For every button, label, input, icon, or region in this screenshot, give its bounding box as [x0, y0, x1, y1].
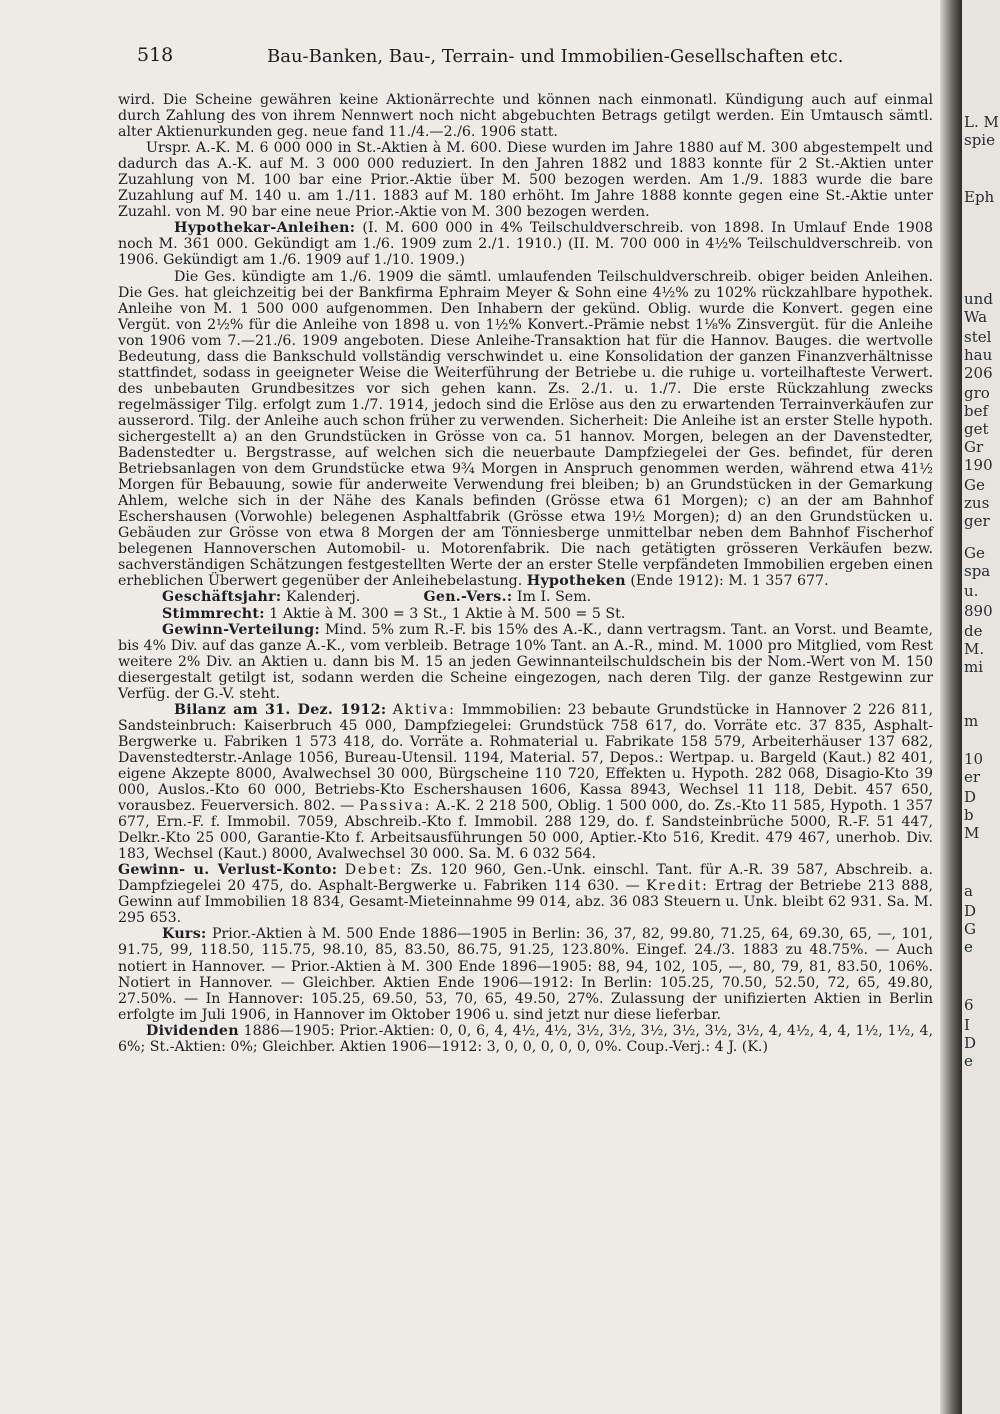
profit-distribution-section [118, 622, 933, 702]
balance-assets-text: Immmobilien: 23 bebaute Grundstücke in Hannover 2 226 811, Sandsteinbruch: Kaiserbruch 45 000, Dampfziegelei: Grundstück 758 617, do. Vorräte etc. 37 835, Asphalt-Bergwerke u. Fabriken 1 573 418, do. Vorräte a. Rohmaterial u. Fabrikate 158 579, Arbeiterhäuser 137 682, Davenstedterstr.-Anlage 1056, Bureau-Utensil. 1194, Material. 57, Depos.: Wertpap. u. Bargeld (Kaut.) 82 401, eigene Akzepte 8000, Avalwechsel 30 000, Bürgscheine 110 720, Effekten u. Hypoth. 282 068, Disagio-Kto 39 000, Auslos.-Kto 60 000, Betriebs-Kto Eschershausen 1606, Kassa 8943, Wechsel 11 118, Debit. 457 650, vorausbez. Feuerversich. 802. — [118, 701, 933, 815]
adjacent-page-fragment: M. [964, 640, 985, 658]
page-header [137, 44, 844, 76]
general-meeting-label: Gen.-Vers.: [423, 589, 513, 606]
adjacent-page-fragment: m [964, 712, 979, 730]
credit-label: Kredit: [646, 878, 709, 895]
voting-right-line [118, 606, 933, 622]
adjacent-page-fragment: spie [964, 131, 995, 149]
adjacent-page-fragment: I [964, 1016, 970, 1034]
adjacent-page-fragment: hau [964, 346, 993, 364]
adjacent-page-fragment: 190 [964, 456, 993, 474]
adjacent-page-fragment: 206 [964, 364, 993, 382]
loan-conversion-section [118, 269, 933, 590]
adjacent-page-fragment: mi [964, 658, 984, 676]
balance-sheet-section [118, 702, 933, 862]
assets-label: Aktiva: [392, 701, 456, 718]
loan-conversion-text: Die Ges. kündigte am 1./6. 1909 die sämtl. umlaufenden Teilschuldverschreib. obiger beiden Anleihen. Die Ges. hat gleichzeitig bei der Bankfirma Ephraim Meyer & Sohn eine 4½% zu 102% rückzahlbare hypothek. Anleihe von M. 1 500 000 aufgenommen. Den Inhabern der gekünd. Oblig. wurde die Konvert. gegen eine Vergüt. von 2½% für die Anleihe von 1898 u. von 1½% Konvert.-Prämie nebst 1⅛% Zinsvergüt. für die Anleihe von 1906 vom 7.—21./6. 1909 angeboten. Diese Anleihe-Transaktion hat für die Hannov. Bauges. die wertvolle Bedeutung, dass die Bankschuld vollständig verschwindet u. eine Konsolidation der ganzen Finanzverhältnisse stattfindet, sodass in geeigneter Weise die Weiterführung der Betriebe u. die ruhige u. vorteilhafteste Verwert. des unbebauten Grundbesitzes vor sich gehen kann. Zs. 2./1. u. 1./7. Die erste Rückzahlung zwecks regelmässiger Tilg. erfolgt zum 1./7. 1914, jedoch sind die Erlöse aus den zu erwartenden Terrainverkäufen zur ausserord. Tilg. der Anleihe auch schon früher zu verwenden. Sicherheit: Die Anleihe ist an erster Stelle hypoth. sichergestellt a) an den Grundstücken in Grösse von ca. 51 hannov. Morgen, belegen an der Davenstedter, Badenstedter u. Bergstrasse, auf welchen sich die neuerbaute Dampfziegelei der Ges. befindet, für deren Betriebsanlagen von dem Grundstücke etwa 9¾ Morgen in Anspruch genommen werden, während etwa 41½ Morgen für Bebauung, sowie für anderweite Verwendung frei bleiben; b) an Grundstücken in der Gemarkung Ahlem, welche sich in der Nähe des Kanals befinden (Grösse etwa 61 Morgen); c) an der am Bahnhof Eschershausen (Vorwohle) belegenen Asphaltfabrik (Grösse etwa 19½ Morgen); d) an den Grundstücken u. Gebäuden zur Grösse von etwa 8 Morgen der am Tönniesberge unmittelbar neben dem Bahnhof Fischerhof belegenen Hannoverschen Automobil- u. Motorenfabrik. Die nach getätigten grösseren Verkäufen bezw. sachverständigen Schätzungen festgestellten Werte der an erster Stelle verpfändeten Immobilien ergeben einen erheblichen Überwert gegenüber der Anleihebelastung. [118, 268, 933, 590]
share-price-label: Kurs: [162, 926, 207, 943]
mortgage-loans-label: Hypothekar-Anleihen: [174, 220, 356, 237]
adjacent-page-fragment: D [964, 1034, 977, 1052]
original-capital-paragraph: Urspr. A.-K. M. 6 000 000 in St.-Aktien à M. 600. Diese wurden im Jahre 1880 auf M. 300 abgestempelt und dadurch das A.-K. auf M. 3 000 000 reduziert. In den Jahren 1882 und 1883 konnte für 2 St.-Aktien unter Zuzahlung von M. 100 bar eine Prior.-Aktie über M. 500 bezogen werden. Am 1./9. 1883 wurde die bare Zuzahlung auf M. 140 u. am 1./11. 1883 auf M. 180 erhöht. Im Jahre 1888 konnte gegen eine St.-Aktie unter Zuzahl. von M. 90 bar eine neue Prior.-Aktie von M. 300 bezogen werden. [118, 140, 933, 221]
adjacent-page-fragment: L. M [964, 113, 999, 131]
adjacent-page-fragment: 890 [964, 602, 993, 620]
adjacent-page-fragment: spa [964, 562, 991, 580]
dividends-text: 1886—1905: Prior.-Aktien: 0, 0, 6, 4, 4½, 4½, 3½, 3½, 3½, 3½, 3½, 3½, 4, 4½, 4, 4, 1½, 1½, 4, 6%; St.-Aktien: 0%; Gleichber. Aktien 1906—1912: 3, 0, 0, 0, 0, 0, 0%. Coup.-Verj.: 4 J. (K.) [118, 1022, 934, 1055]
liabilities-label: Passiva: [359, 798, 432, 815]
adjacent-page-fragment: G [964, 920, 976, 938]
adjacent-page-fragment: u. [964, 582, 979, 600]
adjacent-page-fragment: de [964, 622, 983, 640]
adjacent-page-fragment: Eph [964, 188, 995, 206]
fiscal-year-label: Geschäftsjahr: [162, 589, 282, 606]
adjacent-page-fragment: und [964, 290, 993, 308]
mortgage-loans-section [118, 220, 933, 268]
share-price-text: Prior.-Aktien à M. 500 Ende 1886—1905 in Berlin: 36, 37, 82, 99.80, 71.25, 64, 69.30, 65, —, 101, 91.75, 99, 118.50, 115.75, 98.10, 85, 83.50, 86.75, 91.25, 123.80%. Eingef. 24./3. 1883 zu 48.75%. — Auch notiert in Hannover. — Prior.-Aktien à M. 300 Ende 1896—1905: 88, 94, 102, 105, —, 80, 79, 81, 83.50, 106%. Notiert in Hannover. — Gleichber. Aktien Ende 1906—1912: In Berlin: 105.25, 70.50, 52.50, 72, 65, 49.80, 27.50%. — In Hannover: 105.25, 69.50, 53, 70, 65, 49.50, 27%. Zulassung der unifizierten Aktien in Berlin erfolgte im Juli 1906, in Hannover im Oktober 1906 u. sind jetzt nur diese lieferbar. [118, 926, 933, 1023]
running-title: Bau-Banken, Bau-, Terrain- und Immobilien-Gesellschaften etc. [267, 46, 844, 67]
adjacent-page-fragment: 6 [964, 996, 974, 1014]
adjacent-page-fragment: e [964, 938, 973, 956]
adjacent-page-fragment: er [964, 768, 981, 786]
adjacent-page-fragment: zus [964, 494, 990, 512]
adjacent-page-fragment: gro [964, 384, 990, 402]
adjacent-page-fragment: Wa [964, 308, 988, 326]
adjacent-page-fragment: D [964, 788, 977, 806]
adjacent-page-fragment: ger [964, 512, 990, 530]
mortgages-label: Hypotheken [526, 573, 626, 590]
profit-loss-credit-text: Ertrag der Betriebe 213 888, Gewinn auf Immobilien 18 834, Gesamt-Mieteinnahme 99 014, abz. 36 083 Steuern u. Unk. bleibt 62 931. Sa. M. 295 653. [118, 878, 933, 927]
voting-right-label: Stimmrecht: [162, 605, 265, 622]
general-meeting-text: Im I. Sem. [516, 589, 592, 606]
adjacent-page-edge [962, 0, 1000, 1414]
dividends-section [118, 1023, 933, 1055]
adjacent-page-fragment: a [964, 882, 973, 900]
profit-distribution-label: Gewinn-Verteilung: [162, 621, 320, 638]
adjacent-page-fragment: M [964, 824, 980, 842]
share-price-section [118, 926, 933, 1022]
profit-loss-label: Gewinn- u. Verlust-Konto: [118, 862, 338, 879]
adjacent-page-fragment: Ge [964, 476, 985, 494]
adjacent-page-fragment: get [964, 420, 989, 438]
adjacent-page-fragment: D [964, 902, 977, 920]
profit-loss-section [118, 862, 933, 926]
intro-paragraph: wird. Die Scheine gewähren keine Aktionärrechte und können nach einmonatl. Kündigung auch auf einmal durch Zahlung des von ihrem Nennwert noch nicht abgebuchten Betrags getilgt werden. Ein Umtausch sämtl. alter Aktienurkunden geg. neue fand 11./4.—2./6. 1906 statt. [118, 92, 933, 141]
fiscal-year-text: Kalenderj. [286, 589, 361, 606]
adjacent-page-fragment: b [964, 806, 974, 824]
adjacent-page-fragment: e [964, 1052, 973, 1070]
mortgages-text: (Ende 1912): M. 1 357 677. [630, 573, 829, 590]
balance-liabilities-text: A.-K. 2 218 500, Oblig. 1 500 000, do. Zs.-Kto 11 585, Hypoth. 1 357 677, Ern.-F. f. Immobil. 7059, Abschreib.-Kto f. Immobil. 288 129, do. f. Sandsteinbrüche 5000, R.-F. 51 447, Delkr.-Kto 25 000, Garantie-Kto f. Arbeitsausführungen 50 000, Aptier.-Kto 516, Kredit. 479 467, unerhob. Div. 183, Wechsel (Kaut.) 8000, Avalwechsel 30 000. Sa. M. 6 032 564. [118, 798, 934, 863]
book-gutter-shadow [940, 0, 962, 1414]
dividends-label: Dividenden [146, 1022, 239, 1039]
voting-right-text: 1 Aktie à M. 300 = 3 St., 1 Aktie à M. 500 = 5 St. [269, 605, 626, 622]
mortgage-loans-text: (I. M. 600 000 in 4% Teilschuldverschreib. von 1898. In Umlauf Ende 1908 noch M. 361 000. Gekündigt am 1./6. 1909 zum 2./1. 1910.) (II. M. 700 000 in 4½% Teilschuldverschreib. von 1906. Gekündigt am 1./6. 1909 auf 1./10. 1909.) [118, 220, 934, 269]
balance-sheet-label: Bilanz am 31. Dez. 1912: [174, 701, 387, 718]
page-number: 518 [137, 44, 174, 66]
profit-distribution-text: Mind. 5% zum R.-F. bis 15% des A.-K., dann vertragsm. Tant. an Vorst. und Beamte, bis 4% Div. auf das ganze A.-K., vom verbleib. Betrage 10% Tant. an A.-R., mind. M. 1000 pro Mitglied, vom Rest weitere 2% Div. an Aktien u. dann bis M. 15 an jeden Gewinnanteilschuldschein bis der Nom.-Wert von M. 150 diesergestalt getilgt ist, sodann werden die Scheine eingezogen, nach deren Tilg. der ganze Restgewinn zur Verfüg. der G.-V. steht. [118, 621, 933, 702]
page-body [118, 92, 933, 1055]
adjacent-page-fragment: Ge [964, 544, 985, 562]
fiscal-year-line [118, 589, 933, 605]
adjacent-page-fragment: Gr [964, 438, 984, 456]
debit-label: Debet: [344, 862, 404, 879]
profit-loss-debit-text: Zs. 120 960, Gen.-Unk. einschl. Tant. für A.-R. 39 587, Abschreib. a. Dampfziegelei 20 475, do. Asphalt-Bergwerke u. Fabriken 114 630. — [118, 862, 934, 895]
adjacent-page-fragment: 10 [964, 750, 984, 768]
adjacent-page-fragment: stel [964, 328, 992, 346]
adjacent-page-fragment: bef [964, 402, 989, 420]
